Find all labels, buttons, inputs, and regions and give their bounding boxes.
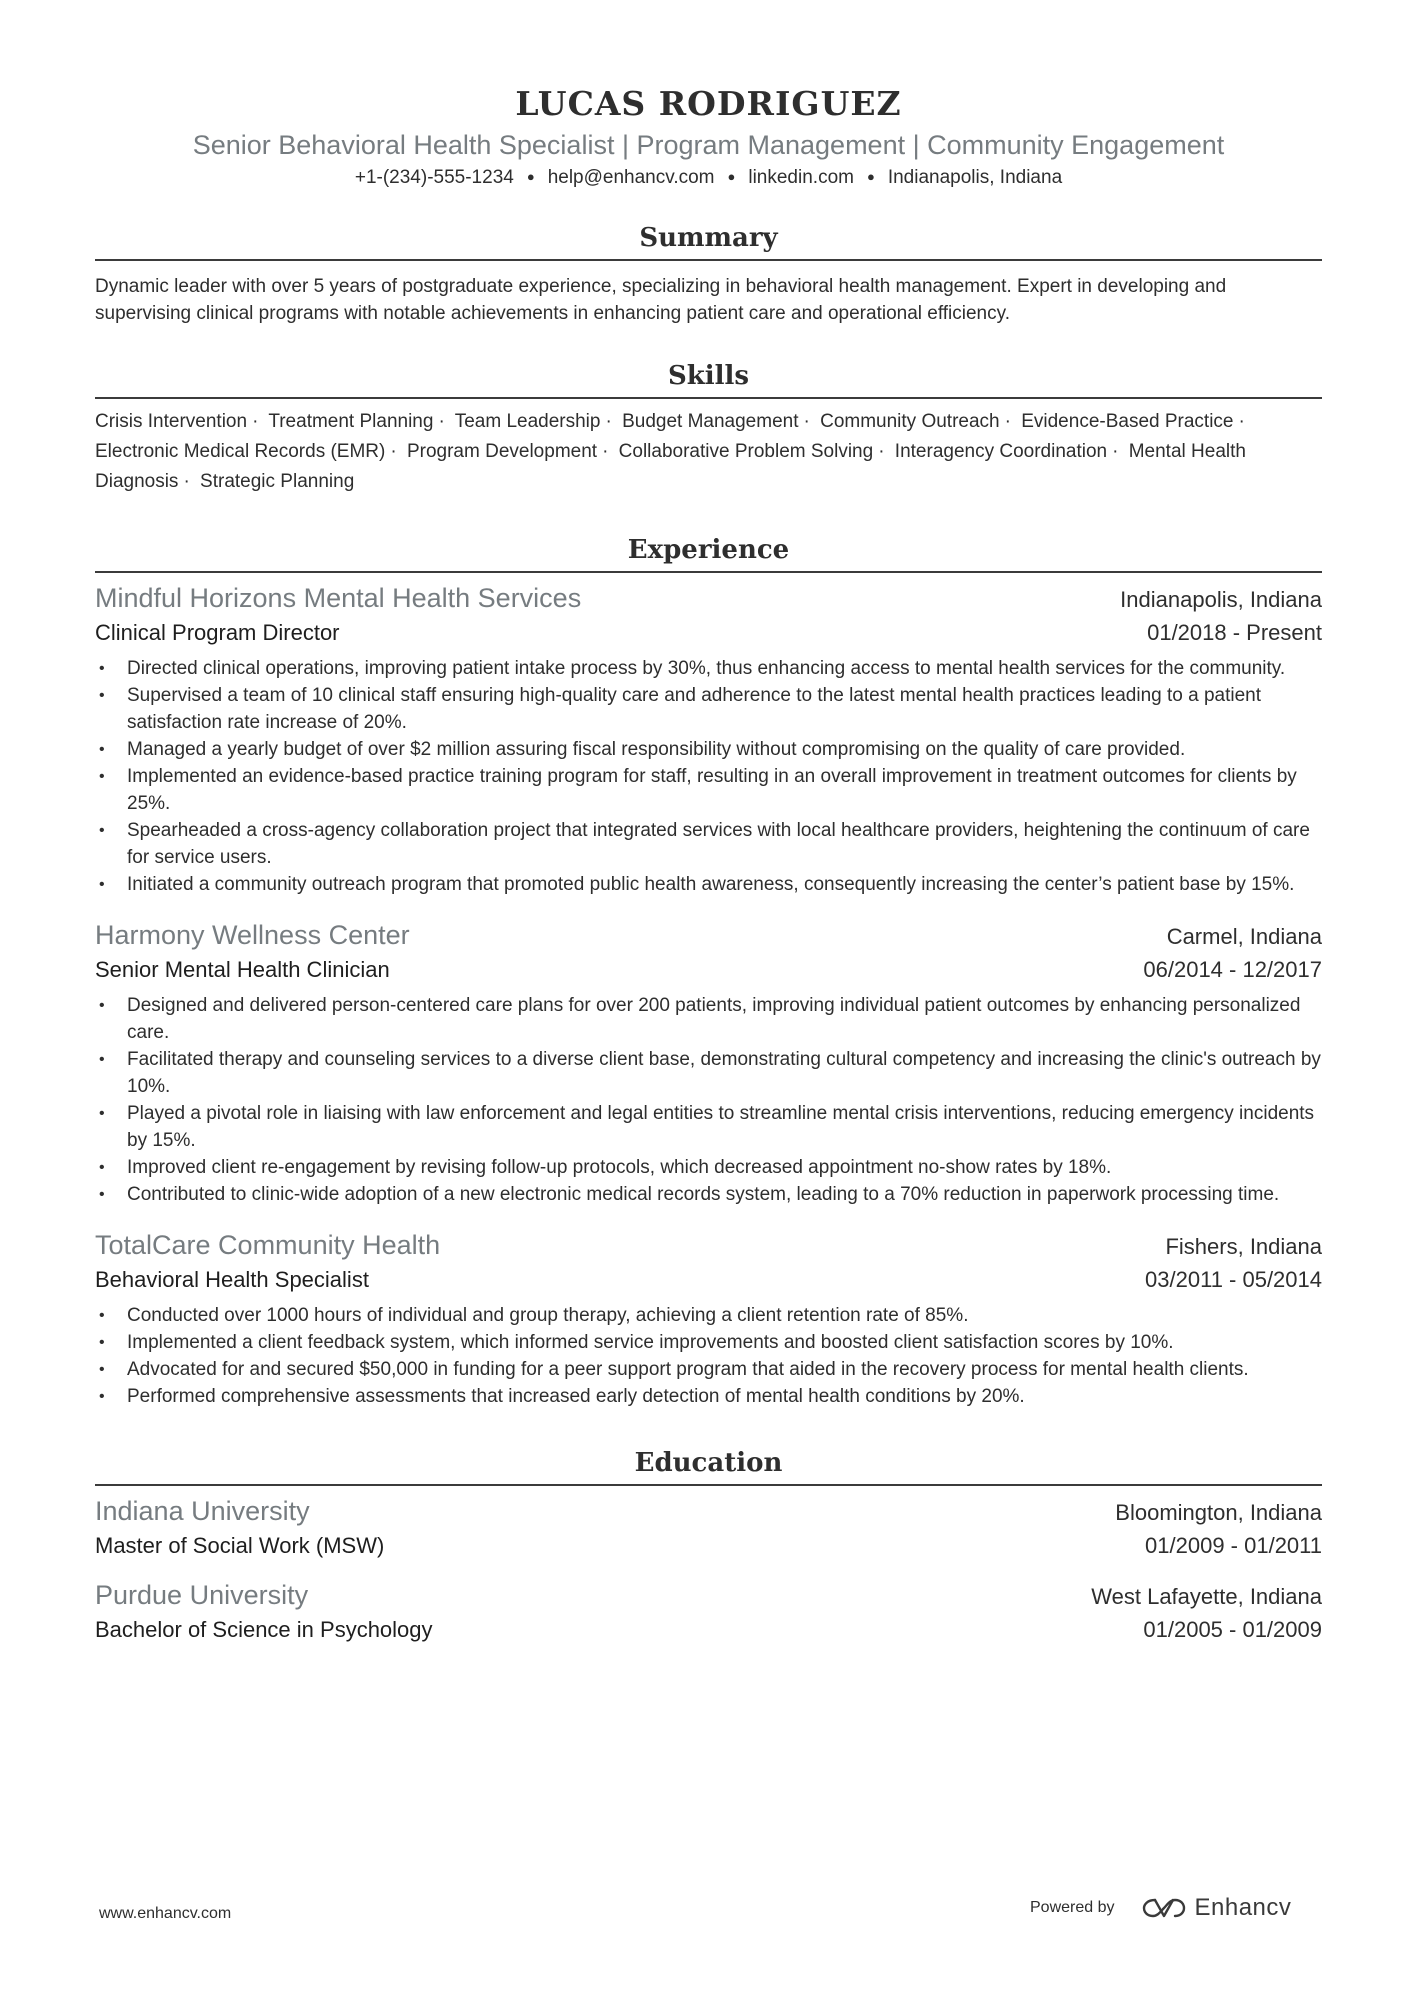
section-heading: Skills (667, 361, 750, 391)
achievement-list (95, 992, 1322, 1208)
education-dates: 01/2005 - 01/2009 (1143, 1617, 1322, 1642)
skill-separator: · (803, 411, 810, 432)
achievement-item: • Directed clinical operations, improving patient intake process by 30%, thus enhancing access to mental health services for the community. (95, 655, 1322, 682)
achievement-item: • Advocated for and secured $50,000 in funding for a peer support program that aided in the recovery process for mental health clients. (95, 1356, 1322, 1383)
skills-section (95, 359, 1322, 497)
skill-item: Treatment Planning (268, 411, 434, 432)
entry-role-row (95, 617, 1322, 649)
company-name: Harmony Wellness Center (95, 920, 410, 950)
school-location: West Lafayette, Indiana (1091, 1584, 1322, 1609)
entry-header-row (95, 918, 1322, 954)
school-name: Purdue University (95, 1580, 309, 1610)
achievement-item: • Implemented a client feedback system, which informed service improvements and boosted client satisfaction scores by 10%. (95, 1329, 1322, 1356)
skill-item: Program Development (406, 441, 598, 462)
company-location: Fishers, Indiana (1165, 1234, 1322, 1259)
skill-separator: · (390, 441, 397, 462)
job-dates: 06/2014 - 12/2017 (1143, 957, 1322, 982)
skill-separator: · (438, 411, 445, 432)
resume-header (95, 80, 1322, 191)
degree-name: Bachelor of Science in Psychology (95, 1617, 433, 1642)
experience-section (95, 533, 1322, 1410)
experience-entry (95, 918, 1322, 1208)
entry-header-row (95, 1228, 1322, 1264)
skills-list (95, 407, 1322, 497)
skill-item: Budget Management (622, 411, 799, 432)
education-list (95, 1494, 1322, 1646)
candidate-name: LUCAS RODRIGUEZ (515, 84, 902, 123)
company-location: Indianapolis, Indiana (1120, 587, 1322, 612)
section-divider (95, 1484, 1322, 1486)
education-dates: 01/2009 - 01/2011 (1145, 1533, 1322, 1558)
experience-entry (95, 581, 1322, 898)
location-text: Indianapolis, Indiana (887, 167, 1063, 188)
phone-text: +1-(234)-555-1234 (354, 167, 514, 188)
achievement-item: • Facilitated therapy and counseling services to a diverse client base, demonstrating cultural competency and increasing the clinic's outreach by 10%. (95, 1046, 1322, 1100)
skill-separator: · (1238, 411, 1245, 432)
skill-separator: · (1004, 411, 1011, 432)
entry-role-row (95, 954, 1322, 986)
summary-section (95, 221, 1322, 327)
section-divider (95, 571, 1322, 573)
powered-by-label: Powered by (1030, 1899, 1115, 1916)
achievement-list (95, 655, 1322, 898)
job-title: Senior Mental Health Clinician (95, 957, 390, 982)
brand-link[interactable] (1141, 1894, 1292, 1922)
skill-item: Interagency Coordination (894, 441, 1108, 462)
linkedin-link[interactable]: linkedin.com (748, 167, 854, 188)
contact-line (95, 164, 1322, 191)
skill-separator: · (1112, 441, 1119, 462)
skill-separator: · (183, 471, 190, 492)
skill-item: Electronic Medical Records (EMR) (95, 441, 386, 462)
section-heading: Education (634, 1448, 783, 1478)
skill-item: Team Leadership (454, 411, 601, 432)
achievement-item: • Improved client re-engagement by revising follow-up protocols, which decreased appointment no-show rates by 18%. (95, 1154, 1322, 1181)
skill-item: Crisis Intervention (95, 411, 248, 432)
skill-separator: · (878, 441, 885, 462)
entry-header-row (95, 1494, 1322, 1530)
entry-header-row (95, 1578, 1322, 1614)
achievement-item: • Designed and delivered person-centered care plans for over 200 patients, improving individual patient outcomes by enhancing personalized care. (95, 992, 1322, 1046)
bullet-separator: ● (866, 169, 875, 184)
skill-separator: · (605, 411, 612, 432)
entry-header-row (95, 581, 1322, 617)
skill-item: Collaborative Problem Solving (618, 441, 874, 462)
bullet-separator: ● (727, 169, 736, 184)
footer-website-link[interactable]: www.enhancv.com (99, 1905, 232, 1922)
education-section (95, 1446, 1322, 1646)
company-name: TotalCare Community Health (95, 1230, 441, 1260)
achievement-item: • Spearheaded a cross-agency collaboration project that integrated services with local healthcare providers, heightening the continuum of care for service users. (95, 817, 1322, 871)
bullet-separator: ● (526, 169, 535, 184)
summary-text: Dynamic leader with over 5 years of postgraduate experience, specializing in behavioral health management. Expert in developing and supervising clinical programs with notable achievements in enhancing patient care and operational efficiency. (95, 276, 1227, 324)
education-entry (95, 1578, 1322, 1646)
skill-item: Community Outreach (820, 411, 1000, 432)
school-name: Indiana University (95, 1496, 310, 1526)
achievement-item: • Performed comprehensive assessments that increased early detection of mental health conditions by 20%. (95, 1383, 1322, 1410)
skill-item: Evidence-Based Practice (1021, 411, 1234, 432)
job-dates: 01/2018 - Present (1147, 620, 1322, 645)
achievement-item: • Contributed to clinic-wide adoption of a new electronic medical records system, leading to a 70% reduction in paperwork processing time. (95, 1181, 1322, 1208)
skill-item: Strategic Planning (200, 471, 355, 492)
job-title: Behavioral Health Specialist (95, 1267, 369, 1292)
section-heading: Summary (639, 223, 778, 253)
degree-name: Master of Social Work (MSW) (95, 1533, 385, 1558)
brand-name: Enhancv (1194, 1894, 1292, 1921)
enhancv-logo-icon (1141, 1897, 1187, 1919)
email-link[interactable]: help@enhancv.com (547, 167, 715, 188)
entry-degree-row (95, 1614, 1322, 1646)
skill-separator: · (602, 441, 609, 462)
experience-list (95, 581, 1322, 1410)
section-divider (95, 259, 1322, 261)
resume-page (95, 80, 1322, 1646)
achievement-item: • Supervised a team of 10 clinical staff ensuring high-quality care and adherence to the latest mental health practices leading to a patient satisfaction rate increase of 20%. (95, 682, 1322, 736)
achievement-item: • Implemented an evidence-based practice training program for staff, resulting in an overall improvement in treatment outcomes for clients by 25%. (95, 763, 1322, 817)
achievement-item: • Initiated a community outreach program that promoted public health awareness, consequently increasing the center’s patient base by 15%. (95, 871, 1322, 898)
skill-separator: · (252, 411, 259, 432)
skill-item: Mental Health Diagnosis (95, 441, 1246, 492)
job-dates: 03/2011 - 05/2014 (1145, 1267, 1322, 1292)
experience-entry (95, 1228, 1322, 1410)
achievement-item: • Managed a yearly budget of over $2 million assuring fiscal responsibility without compromising on the quality of care provided. (95, 736, 1322, 763)
section-heading: Experience (627, 535, 790, 565)
job-title: Clinical Program Director (95, 620, 340, 645)
company-name: Mindful Horizons Mental Health Services (95, 583, 582, 613)
achievement-list (95, 1302, 1322, 1410)
entry-degree-row (95, 1530, 1322, 1562)
school-location: Bloomington, Indiana (1115, 1500, 1322, 1525)
footer-branding (1030, 1894, 1291, 1922)
achievement-item: • Played a pivotal role in liaising with law enforcement and legal entities to streamline mental crisis interventions, reducing emergency incidents by 15%. (95, 1100, 1322, 1154)
company-location: Carmel, Indiana (1166, 924, 1322, 949)
section-divider (95, 397, 1322, 399)
entry-role-row (95, 1264, 1322, 1296)
achievement-item: • Conducted over 1000 hours of individual and group therapy, achieving a client retention rate of 85%. (95, 1302, 1322, 1329)
education-entry (95, 1494, 1322, 1562)
candidate-title: Senior Behavioral Health Specialist | Program Management | Community Engagement (192, 130, 1225, 160)
